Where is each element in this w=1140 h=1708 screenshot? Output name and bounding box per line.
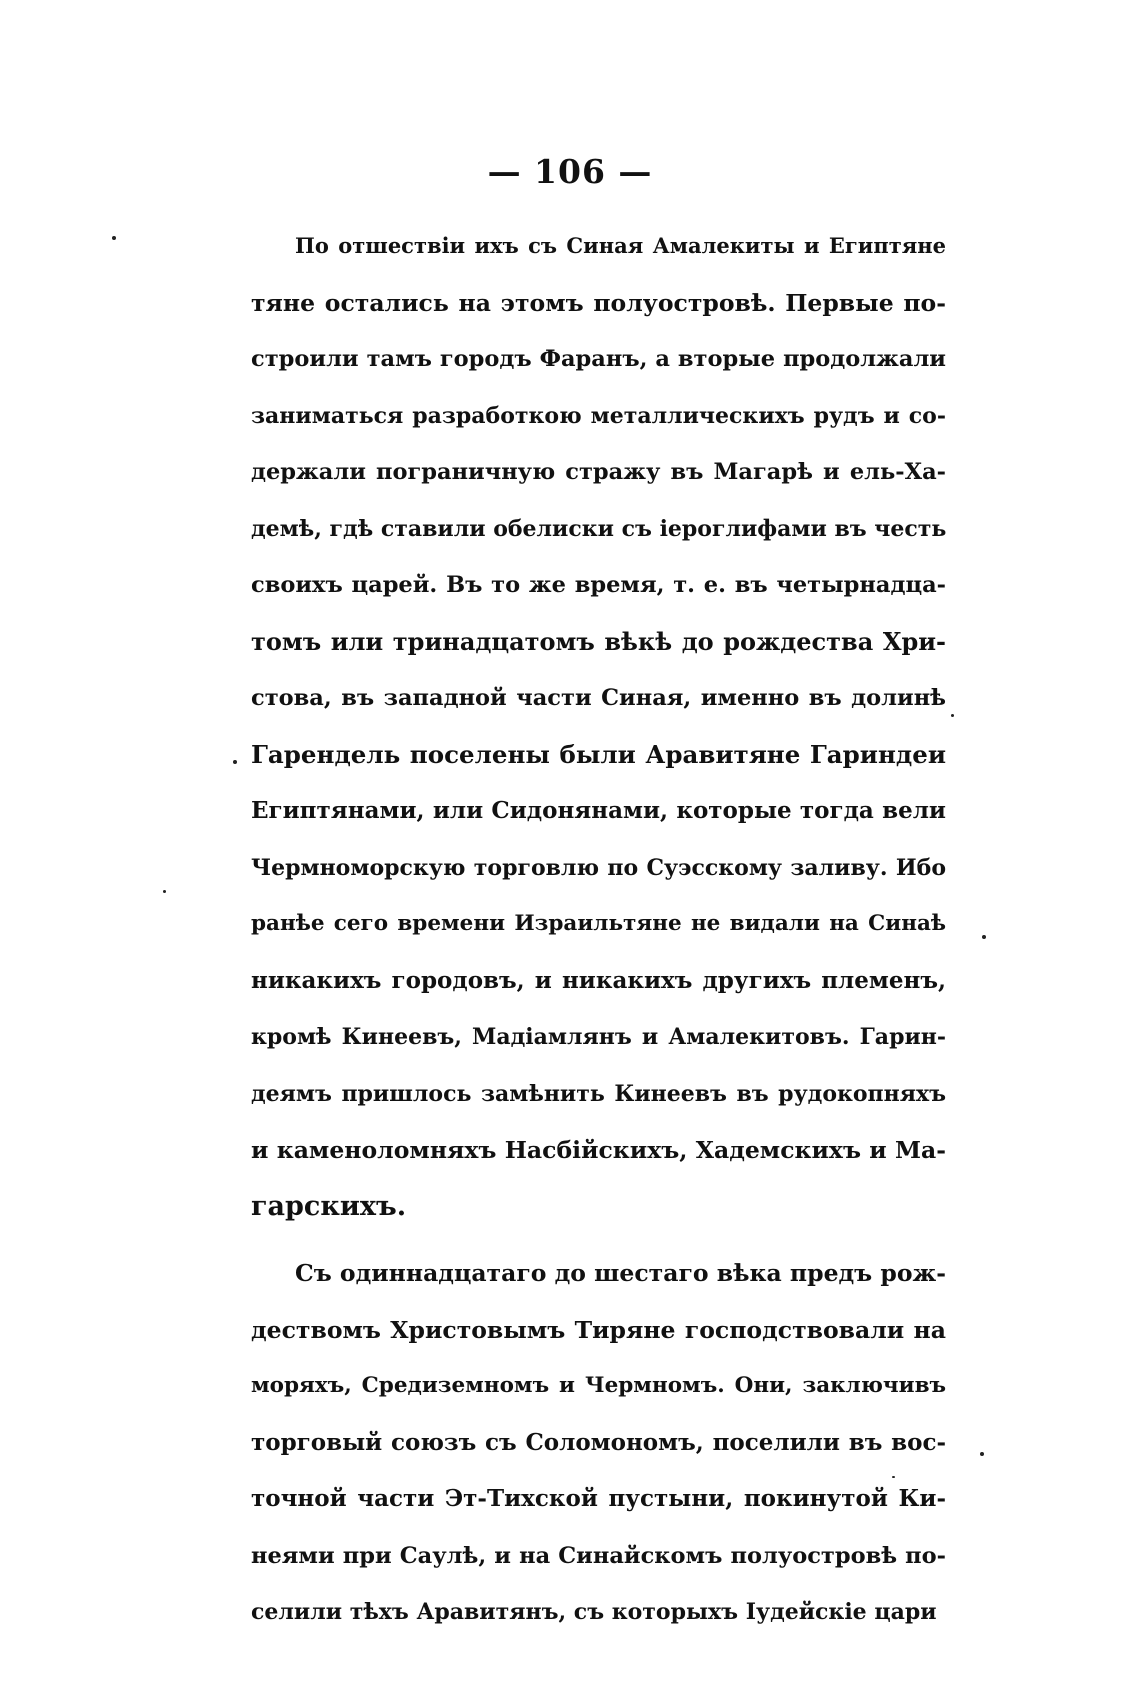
ink-speck (951, 714, 954, 717)
paragraph-2 (251, 1245, 946, 1641)
text-line: неями при Саулѣ, и на Синайскомъ полуостровѣ по- (251, 1542, 946, 1569)
text-line: Съ одиннадцатаго до шестаго вѣка предъ рож- (295, 1259, 946, 1287)
ink-speck (112, 236, 116, 240)
text-line: никакихъ городовъ, и никакихъ другихъ племенъ, (251, 966, 946, 994)
text-line: деямъ пришлось замѣнить Кинеевъ въ рудокопняхъ (251, 1080, 946, 1107)
text-line: Чермноморскую торговлю по Суэсскому заливу. Ибо (251, 854, 946, 881)
ink-speck (982, 935, 986, 939)
text-line: селили тѣхъ Аравитянъ, съ которыхъ Іудейскіе цари (251, 1599, 937, 1625)
text-line: точной части Эт-Тихской пустыни, покинутой Ки- (251, 1485, 946, 1512)
text-line: тяне остались на этомъ полуостровѣ. Первые по- (251, 288, 946, 317)
text-line: дествомъ Христовымъ Тиряне господствовали на (251, 1315, 946, 1344)
text-line: и каменоломняхъ Насбійскихъ, Хадемскихъ и Ма- (251, 1136, 946, 1164)
text-line: По отшествіи ихъ съ Синая Амалекиты и Египтяне (295, 233, 946, 258)
text-line: заниматься разработкою металлическихъ рудъ и со- (251, 402, 946, 429)
paragraph-gap (251, 1235, 946, 1245)
text-line: торговый союзъ съ Соломономъ, поселили въ вос- (251, 1428, 946, 1456)
page-number: — 106 — (487, 152, 653, 191)
ink-speck (892, 1476, 895, 1478)
text-line: держали пограничную стражу въ Магарѣ и ель-Ха- (251, 459, 946, 485)
ink-speck (980, 1452, 984, 1456)
text-line: ранѣе сего времени Израильтяне не видали на Синаѣ (251, 911, 946, 936)
text-line: Гарендель поселены были Аравитяне Гариндеи (251, 739, 946, 769)
text-line: стова, въ западной части Синая, именно въ долинѣ (251, 685, 946, 711)
text-line: строили тамъ городъ Фаранъ, а вторые продолжали (251, 346, 946, 372)
ink-speck (163, 890, 166, 893)
body-text (251, 218, 946, 1641)
paragraph-1 (251, 218, 946, 1235)
ink-speck (233, 760, 237, 764)
text-line: моряхъ, Средиземномъ и Чермномъ. Они, заключивъ (251, 1373, 946, 1398)
text-line: кромѣ Кинеевъ, Мадіамлянъ и Амалекитовъ. Гарин- (251, 1024, 946, 1050)
text-line: томъ или тринадцатомъ вѣкѣ до рождества Хри- (251, 626, 946, 656)
text-line: гарскихъ. (251, 1190, 407, 1222)
text-line: своихъ царей. Въ то же время, т. е. въ четырнадца- (251, 572, 946, 598)
text-line: Египтянами, или Сидонянами, которые тогда вели (251, 797, 946, 824)
text-line: демѣ, гдѣ ставили обелиски съ іероглифами въ честь (251, 515, 947, 542)
